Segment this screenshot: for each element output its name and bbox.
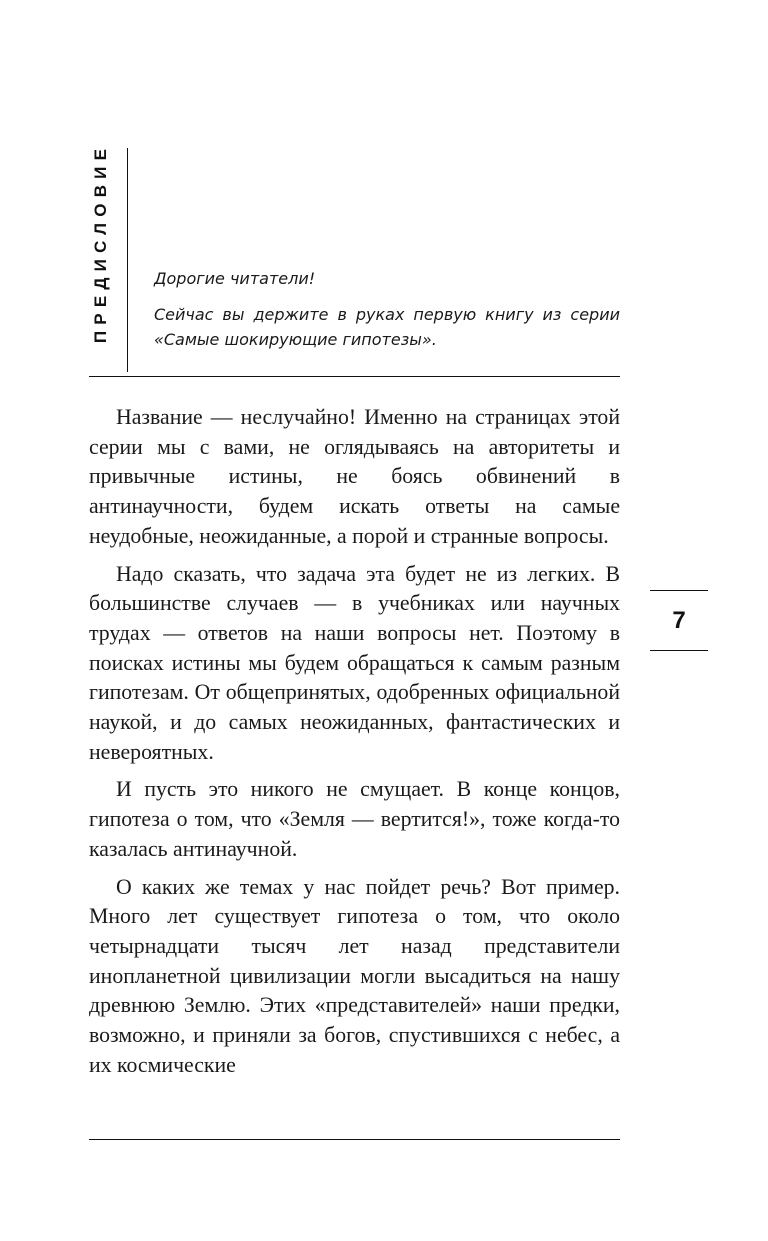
intro-greeting: Дорогие читатели! (154, 269, 316, 288)
paragraph: Название — неслучайно! Именно на страницах этой серии мы с вами, не оглядываясь на авторитеты и привычные истины, не боясь обвинений в антинаучности, будем искать ответы на самые неудобные, неожиданные, а порой и странные вопросы. (89, 405, 620, 548)
page-number: 7 (650, 590, 708, 651)
section-label-vertical (88, 142, 114, 343)
intro-block (154, 266, 620, 352)
paragraph: О каких же темах у нас пойдет речь? Вот пример. Много лет существует гипотеза о том, что около четырнадцати тысяч лет назад представители инопланетной цивилизации могли высадиться на нашу древнюю Землю. Этих «представителей» наши предки, возможно, и приняли за богов, спустившихся с небес, а их космические (89, 874, 620, 1077)
paragraph: И пусть это никого не смущает. В конце концов, гипотеза о том, что «Земля — вертится!», тоже когда-то казалась антинаучной. (89, 777, 620, 861)
bottom-rule (89, 1139, 620, 1140)
main-text (89, 403, 620, 1088)
vertical-divider (127, 148, 128, 372)
top-rule (89, 376, 620, 377)
intro-lead: Сейчас вы держите в руках первую книгу из серии «Самые шокирующие гипотезы». (154, 305, 620, 349)
paragraph: Надо сказать, что задача эта будет не из легких. В большинстве случаев — в учебниках или научных трудах — ответов на наши вопросы нет. Поэтому в поисках истины мы будем обращаться к самым разным гипотезам. От общепринятых, одобренных официальной наукой, и до самых неожиданных, фантастических и невероятных. (89, 561, 620, 764)
section-label-text: ПРЕДИСЛОВИЕ (91, 142, 111, 343)
